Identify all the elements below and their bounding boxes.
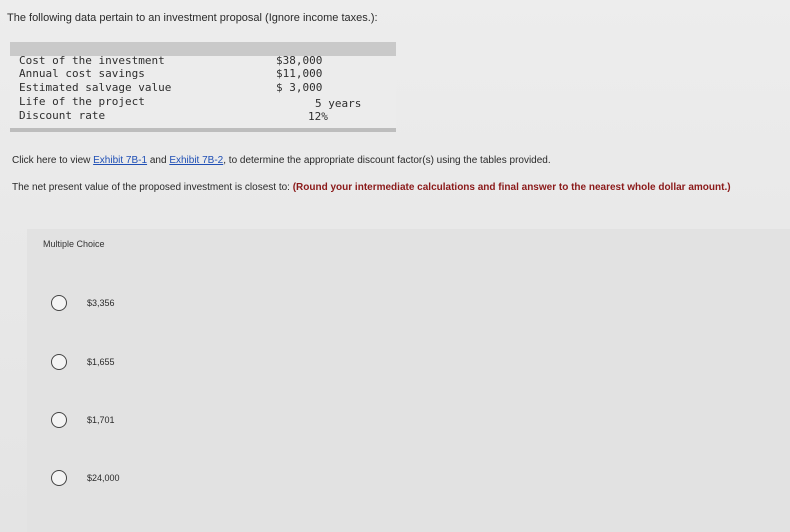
radio-button-icon[interactable] [51, 295, 67, 311]
row-value-savings: $11,000 [276, 67, 323, 80]
choice-option-2[interactable] [51, 351, 115, 373]
rounding-instruction: (Round your intermediate calculations and final answer to the nearest whole dollar amount.) [292, 182, 731, 193]
radio-button-icon[interactable] [51, 354, 67, 370]
choice-label: $3,356 [87, 298, 115, 308]
multiple-choice-title: Multiple Choice [43, 239, 105, 249]
exhibit-7b2-link[interactable]: Exhibit 7B-2 [169, 155, 224, 166]
radio-button-icon[interactable] [51, 470, 67, 486]
row-label-life: Life of the project [19, 95, 145, 108]
instructions-middle: and [147, 155, 170, 166]
row-label-discount: Discount rate [19, 109, 106, 122]
choice-option-1[interactable] [51, 292, 115, 314]
exhibit-7b1-link[interactable]: Exhibit 7B-1 [93, 155, 148, 166]
choice-option-3[interactable] [51, 409, 115, 431]
instructions-suffix: , to determine the appropriate discount factor(s) using the tables provided. [223, 155, 551, 166]
question-body: The net present value of the proposed investment is closest to: [12, 182, 293, 193]
row-label-savings: Annual cost savings [19, 67, 145, 80]
row-label-cost: Cost of the investment [19, 54, 165, 67]
choice-label: $1,701 [87, 415, 115, 425]
multiple-choice-panel [27, 229, 790, 532]
radio-button-icon[interactable] [51, 412, 67, 428]
choice-label: $1,655 [87, 357, 115, 367]
question-text [12, 182, 731, 193]
row-value-life: 5 years [315, 97, 362, 110]
table-footer-bar [10, 128, 396, 132]
instructions-prefix: Click here to view [12, 155, 94, 166]
row-value-cost: $38,000 [276, 54, 323, 67]
data-table [10, 42, 396, 133]
row-value-salvage: $ 3,000 [276, 81, 323, 94]
choice-option-4[interactable] [51, 467, 120, 489]
row-value-discount: 12% [308, 110, 328, 123]
choice-label: $24,000 [87, 473, 120, 483]
row-label-salvage: Estimated salvage value [19, 81, 172, 94]
exhibit-instructions [12, 155, 551, 166]
intro-text: The following data pertain to an investment proposal (Ignore income taxes.): [7, 12, 378, 24]
